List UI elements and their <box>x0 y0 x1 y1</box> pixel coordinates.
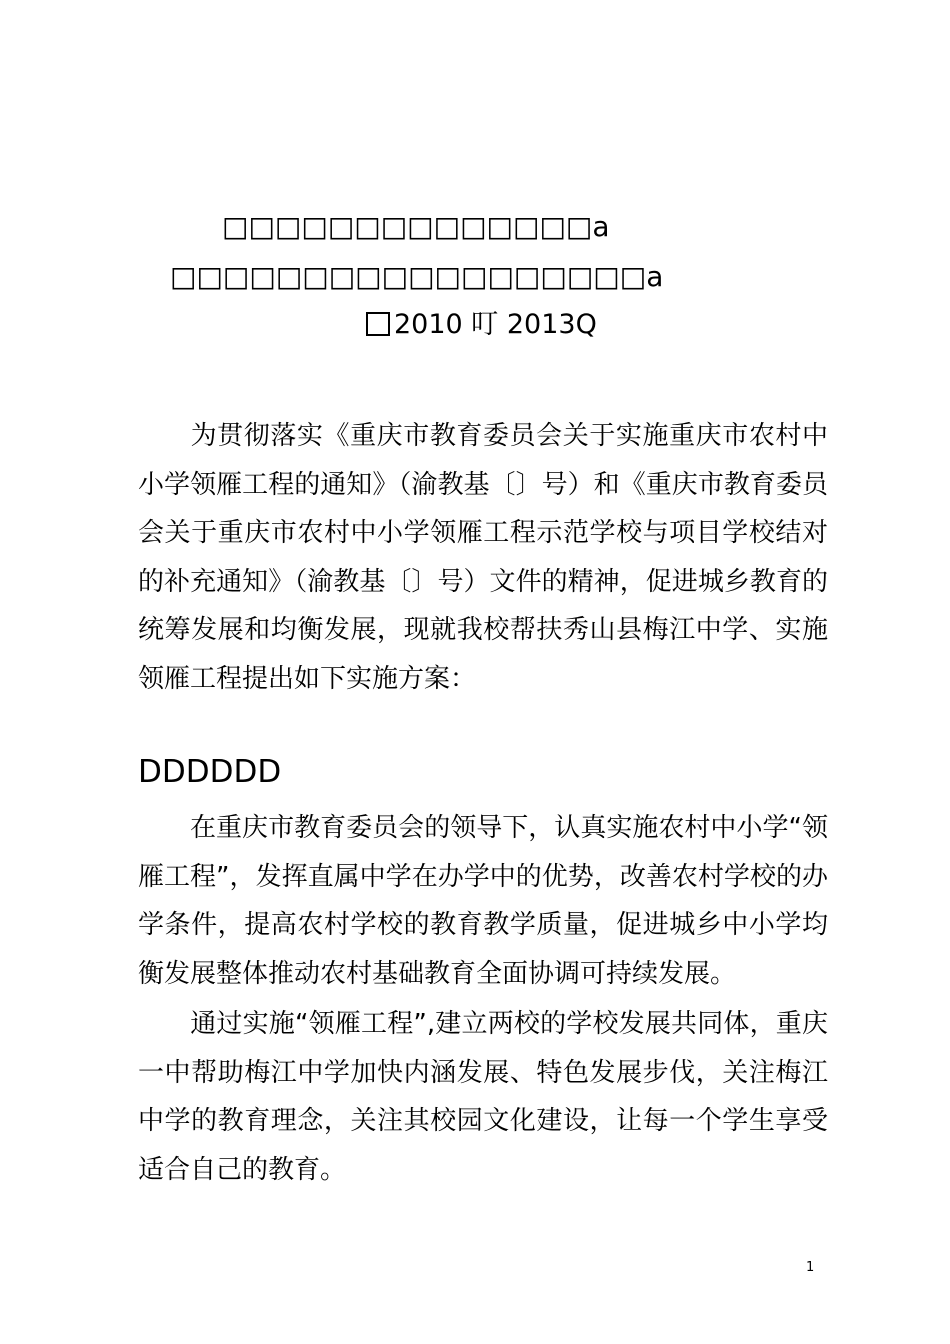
page-number: 1 <box>806 1260 815 1275</box>
goal-paragraph <box>138 1000 828 1194</box>
goal-paragraph-text: 通过实施“领雁工程”,建立两校的学校发展共同体，重庆一中帮助梅江中学加快内涵发展、特色发展步伐，关注梅江中学的教育理念，关注其校园文化建设，让每一个学生享受适合自己的教育。 <box>138 1009 828 1185</box>
guiding-paragraph-text: 在重庆市教育委员会的领导下，认真实施农村中小学“领雁工程”，发挥直属中学在办学中的优势，改善农村学校的办学条件，提高农村学校的教育教学质量，促进城乡中小学均衡发展整体推动农村基础教育全面协调可持续发展。 <box>138 813 828 989</box>
intro-paragraph <box>138 412 828 703</box>
guiding-paragraph <box>138 804 828 998</box>
title-line-1: □□□□□□□□□□□□□□a <box>222 210 610 243</box>
section-heading: DDDDDD <box>138 754 282 790</box>
title-line-2: □□□□□□□□□□□□□□□□□□a <box>170 260 664 293</box>
square-box-icon <box>366 312 390 336</box>
intro-paragraph-text: 为贯彻落实《重庆市教育委员会关于实施重庆市农村中小学领雁工程的通知》（渝教基〔〕号）和《重庆市教育委员会关于重庆市农村中小学领雁工程示范学校与项目学校结对的补充通知》（渝教基〔〕号）文件的精神，促进城乡教育的统筹发展和均衡发展，现就我校帮扶秀山县梅江中学、实施领雁工程提出如下实施方案： <box>138 421 828 694</box>
title-line-3 <box>366 308 597 342</box>
title-date-range: 2010 叮 2013Q <box>394 309 597 340</box>
